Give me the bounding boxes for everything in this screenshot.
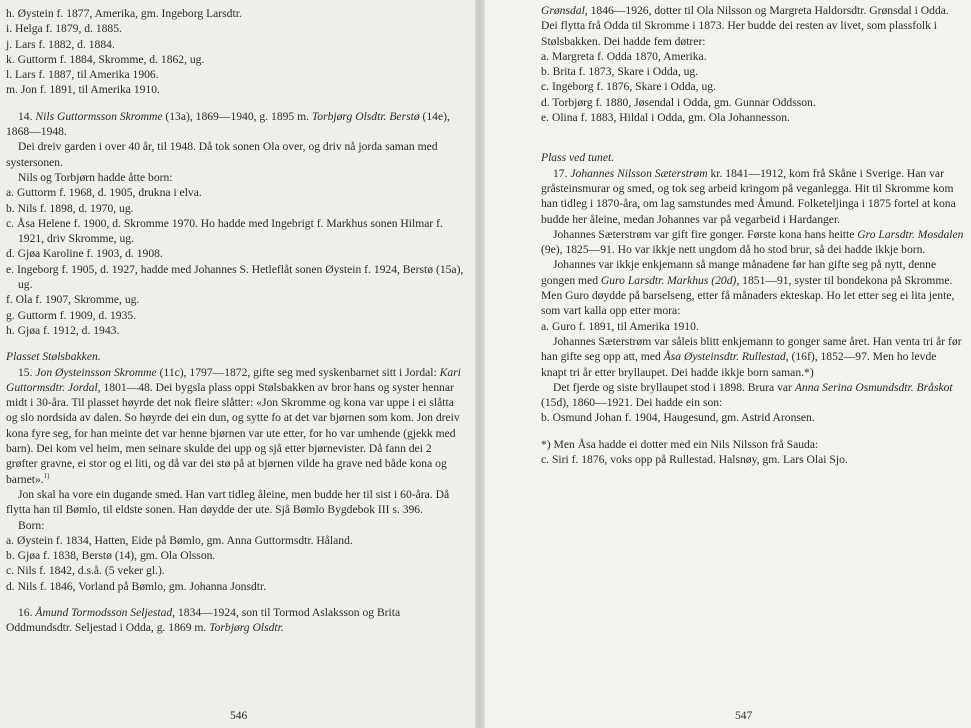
list-item: j. Lars f. 1882, d. 1884.: [6, 37, 115, 51]
paragraph: Grønsdal, 1846—1926, dotter til Ola Nilsson og Margreta Haldorsdtr. Grønsdal i Odda. Dei flytta frå Odda til Skromme i 1873. Her budde dei resten av livet, som plassfolk i Stølsbakken. Dei hadde fem døtrer:: [541, 4, 949, 48]
paragraph-spacer: [541, 426, 965, 437]
page-number-left: 546: [230, 710, 248, 722]
paragraph: 16. Åmund Tormodsson Seljestad, 1834—1924, son til Tormod Aslaksson og Brita Oddmundsdtr. Seljestad i Odda, g. 1869 m. Torbjørg Olsdtr.: [6, 605, 401, 635]
page-number-right: 547: [735, 710, 753, 722]
list-item: e. Ingeborg f. 1905, d. 1927, hadde med Johannes S. Hetleflåt sonen Øystein f. 1924, Berstø (15a), ug.: [6, 262, 464, 292]
paragraph: Jon skal ha vore ein dugande smed. Han vart tidleg åleine, men budde her til sist i 60-åra. Då flytta han til Bømlo, til eldste sonen. Han døydde der ute. Sjå Bømlo Bygdebok III s. 396.: [6, 487, 450, 517]
left-page: [0, 0, 475, 728]
list-item: a. Guttorm f. 1968, d. 1905, drukna i elva.: [6, 186, 202, 200]
paragraph: Born:: [18, 518, 45, 532]
paragraph: *) Men Åsa hadde ei dotter med ein Nils Nilsson frå Sauda:: [541, 437, 819, 451]
paragraph: Nils og Torbjørn hadde åtte born:: [18, 170, 173, 184]
paragraph: Plasset Stølsbakken.: [6, 350, 101, 364]
list-item: b. Gjøa f. 1838, Berstø (14), gm. Ola Olsson.: [6, 549, 216, 563]
list-item: b. Nils f. 1898, d. 1970, ug.: [6, 201, 134, 215]
list-item: m. Jon f. 1891, til Amerika 1910.: [6, 83, 160, 97]
list-item: h. Øystein f. 1877, Amerika, gm. Ingeborg Larsdtr.: [6, 7, 242, 20]
paragraph-spacer: [6, 594, 465, 605]
list-item: d. Gjøa Karoline f. 1903, d. 1908.: [6, 247, 163, 261]
list-item: d. Torbjørg f. 1880, Jøsendal i Odda, gm. Gunnar Oddsson.: [541, 95, 816, 109]
paragraph: Plass ved tunet.: [541, 151, 615, 165]
list-item: d. Nils f. 1846, Vorland på Bømlo, gm. Johanna Jonsdtr.: [6, 579, 267, 593]
paragraph-spacer: [541, 125, 965, 150]
list-item: f. Ola f. 1907, Skromme, ug.: [6, 293, 140, 307]
list-item: k. Guttorm f. 1884, Skromme, d. 1862, ug.: [6, 52, 205, 66]
list-item: e. Olina f. 1883, Hildal i Odda, gm. Ola Johannesson.: [541, 111, 790, 125]
book-gutter: [475, 0, 485, 728]
list-item: b. Osmund Johan f. 1904, Haugesund, gm. Astrid Aronsen.: [541, 411, 815, 425]
right-page: [485, 0, 971, 728]
list-item: l. Lars f. 1887, til Amerika 1906.: [6, 68, 159, 82]
paragraph: Det fjerde og siste bryllaupet stod i 1898. Brura var Anna Serina Osmundsdtr. Bråskot (15d), 1860—1921. Dei hadde ein son:: [541, 380, 953, 410]
list-item: c. Åsa Helene f. 1900, d. Skromme 1970. Ho hadde med Ingebrigt f. Markhus sonen Hilmar f. 1921, driv Skromme, ug.: [6, 216, 443, 246]
list-item: a. Øystein f. 1834, Hatten, Eide på Bømlo, gm. Anna Guttormsdtr. Håland.: [6, 533, 353, 547]
list-item: g. Guttorm f. 1909, d. 1935.: [6, 308, 137, 322]
paragraph-spacer: [6, 338, 465, 349]
paragraph: Dei dreiv garden i over 40 år, til 1948. Då tok sonen Ola over, og driv nå jorda saman med systersonen.: [6, 140, 438, 169]
list-item: a. Guro f. 1891, til Amerika 1910.: [541, 319, 699, 333]
paragraph: Johannes Sæterstrøm var såleis blitt enkjemann to gonger same året. Han venta tri år før han gifte seg opp att, med Åsa Øysteinsdtr. Rullestad, (16f), 1852—97. Men ho levde knapt tri år etter bryllaupet. Dei hadde ikkje born saman.*): [541, 334, 962, 379]
list-item: i. Helga f. 1879, d. 1885.: [6, 22, 122, 36]
paragraph-spacer: [6, 98, 465, 109]
list-item: a. Margreta f. Odda 1870, Amerika.: [541, 49, 707, 63]
list-item: c. Ingeborg f. 1876, Skare i Odda, ug.: [541, 80, 716, 94]
list-item: h. Gjøa f. 1912, d. 1943.: [6, 323, 120, 337]
paragraph: 14. Nils Guttormsson Skromme (13a), 1869—1940, g. 1895 m. Torbjørg Olsdtr. Berstø (14e), 1868—1948.: [6, 109, 450, 139]
paragraph: 15. Jon Øysteinsson Skromme (11c), 1797—1872, gifte seg med syskenbarnet sitt i Jordal: Kari Guttormsdtr. Jordal, 1801—48. Dei bygsla plass oppi Stølsbakken av bror hans og syster hennar midt i 30-åra. Til plasset høyrde det nok fleire slåtter: «Jon Skromme og kona var uppe i ei slåtta og slo nordsida av dalen. So høyrde dei ein dun, og sytte fo at det var bjørnen som kom. Jon dreiv kona fyre seg, for han meinte det var henne bjørnen var ute etter, for ho var umhende (gjekk med barn). Dei kom vel heim, men seinare skulde dei upp og sjå etter bjørnevister. Då fann dei 2 grøfter gravne, ei stor og ei liti, og då var dei stø på at bjørnen vilde ha grave ned både kona og barnet».$^{1)}$: [6, 365, 461, 486]
paragraph: Johannes Sæterstrøm var gift fire gonger. Første kona hans heitte Gro Larsdtr. Mosdalen (9e), 1825—91. Ho var ikkje nett ungdom då ho stod brur, så dei hadde ikkje born.: [541, 227, 964, 257]
paragraph: 17. Johannes Nilsson Sæterstrøm kr. 1841—1912, kom frå Skåne i Sverige. Han var gråsteinsmurar og smed, og tok seg arbeid kringom på veganlegga. Hit til Skromme kom han tidleg i 1870-åra, om lag samstundes med Åmund. Folketeljinga i 1875 fortel at kona budde her åleine, medan Johannes var på vegarbeid i Hardanger.: [541, 166, 956, 226]
paragraph: Johannes var ikkje enkjemann så mange månadene før han gifte seg på nytt, denne gongen med Guro Larsdtr. Markhus (20d), 1851—91, syster til bondekona på Skromme. Men Guro døydde på barselseng, etter få månaders ekteskap. Ho let etter seg ei lita jente, som vart kalla opp etter mora:: [541, 258, 955, 318]
left-page-text: [6, 6, 465, 636]
right-page-text: [541, 3, 965, 467]
list-item: c. Nils f. 1842, d.s.å. (5 veker gl.).: [6, 564, 165, 578]
list-item: b. Brita f. 1873, Skare i Odda, ug.: [541, 65, 699, 79]
list-item: c. Siri f. 1876, voks opp på Rullestad. Halsnøy, gm. Lars Olai Sjo.: [541, 453, 848, 467]
